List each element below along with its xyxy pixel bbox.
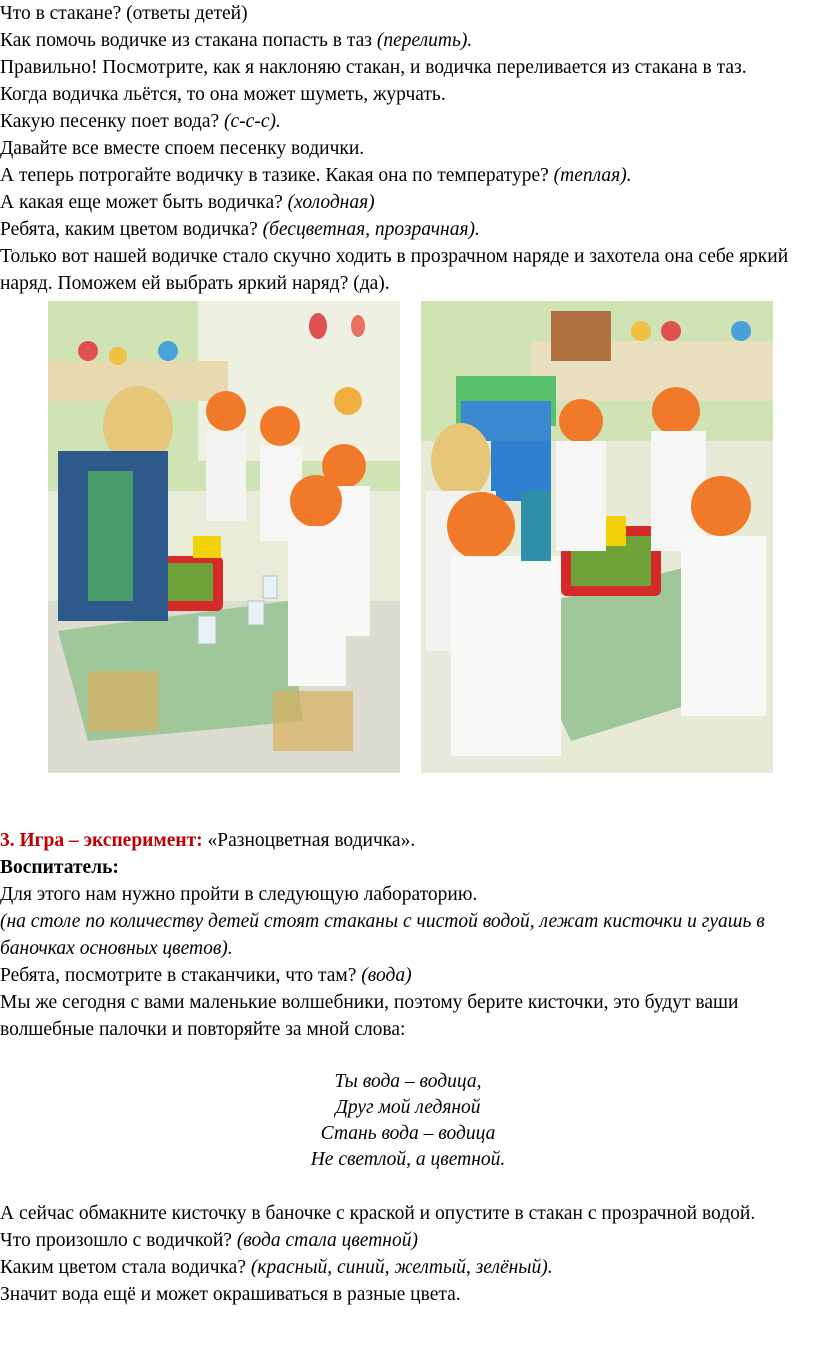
italic-answer: (перелить). — [376, 30, 473, 51]
classroom-photo-right — [421, 301, 773, 773]
poem-line: Не светлой, а цветной. — [310, 1149, 506, 1170]
paragraph: Мы же сегодня с вами маленькие волшебники, поэтому берите кисточки, это будут ваши волшебные палочки и повторяйте за мной слова: — [0, 992, 739, 1040]
text: Ребята, посмотрите в стаканчики, что там? — [0, 965, 362, 986]
italic-answer: (вода стала цветной) — [236, 1230, 418, 1251]
poem-line: Друг мой ледяной — [335, 1097, 481, 1118]
text: Какую песенку поет вода? — [0, 111, 225, 132]
paragraph — [0, 162, 816, 189]
paragraph — [0, 216, 816, 243]
paragraph — [0, 108, 816, 135]
poem — [0, 1069, 816, 1173]
paragraph — [0, 1227, 816, 1254]
classroom-photo-left — [48, 301, 400, 773]
paragraph — [0, 189, 816, 216]
paragraph: А сейчас обмакните кисточку в баночке с краской и опустите в стакан с прозрачной водой. — [0, 1203, 756, 1224]
text: Каким цветом стала водичка? — [0, 1257, 251, 1278]
photo-row — [0, 297, 816, 827]
paragraph: Для этого нам нужно пройти в следующую лабораторию. — [0, 884, 478, 905]
section-number-heading: 3. Игра – эксперимент: — [0, 830, 203, 851]
italic-answer: (с-с-с). — [224, 111, 281, 132]
text: Что произошло с водичкой? — [0, 1230, 237, 1251]
role-label: Воспитатель: — [0, 857, 119, 878]
paragraph: Когда водичка льётся, то она может шуметь, журчать. — [0, 84, 446, 105]
paragraph: Правильно! Посмотрите, как я наклоняю стакан, и водичка переливается из стакана в таз. — [0, 57, 747, 78]
text: А теперь потрогайте водичку в тазике. Какая она по температуре? — [0, 165, 554, 186]
paragraph: Только вот нашей водичке стало скучно ходить в прозрачном наряде и захотела она себе яркий наряд. Поможем ей выбрать яркий наряд? (да). — [0, 246, 789, 294]
italic-answer: (вода) — [361, 965, 412, 986]
italic-answer: (бесцветная, прозрачная). — [262, 219, 480, 240]
section-heading — [0, 827, 816, 854]
poem-line: Стань вода – водица — [320, 1123, 496, 1144]
section-title: «Разноцветная водичка». — [202, 830, 416, 851]
italic-answer: (теплая). — [553, 165, 632, 186]
text: Как помочь водичке из стакана попасть в таз — [0, 30, 377, 51]
paragraph — [0, 27, 816, 54]
italic-answer: (холодная) — [287, 192, 375, 213]
text: А какая еще может быть водичка? — [0, 192, 288, 213]
poem-line: Ты вода – водица, — [334, 1071, 482, 1092]
text: Ребята, каким цветом водичка? — [0, 219, 263, 240]
paragraph: Что в стакане? (ответы детей) — [0, 3, 248, 24]
paragraph: Давайте все вместе споем песенку водички. — [0, 138, 365, 159]
paragraph: Значит вода ещё и может окрашиваться в разные цвета. — [0, 1284, 461, 1305]
paragraph — [0, 962, 816, 989]
stage-direction: (на столе по количеству детей стоят стаканы с чистой водой, лежат кисточки и гуашь в баночках основных цветов). — [0, 911, 765, 959]
paragraph — [0, 1254, 816, 1281]
italic-answer: (красный, синий, желтый, зелёный). — [250, 1257, 553, 1278]
